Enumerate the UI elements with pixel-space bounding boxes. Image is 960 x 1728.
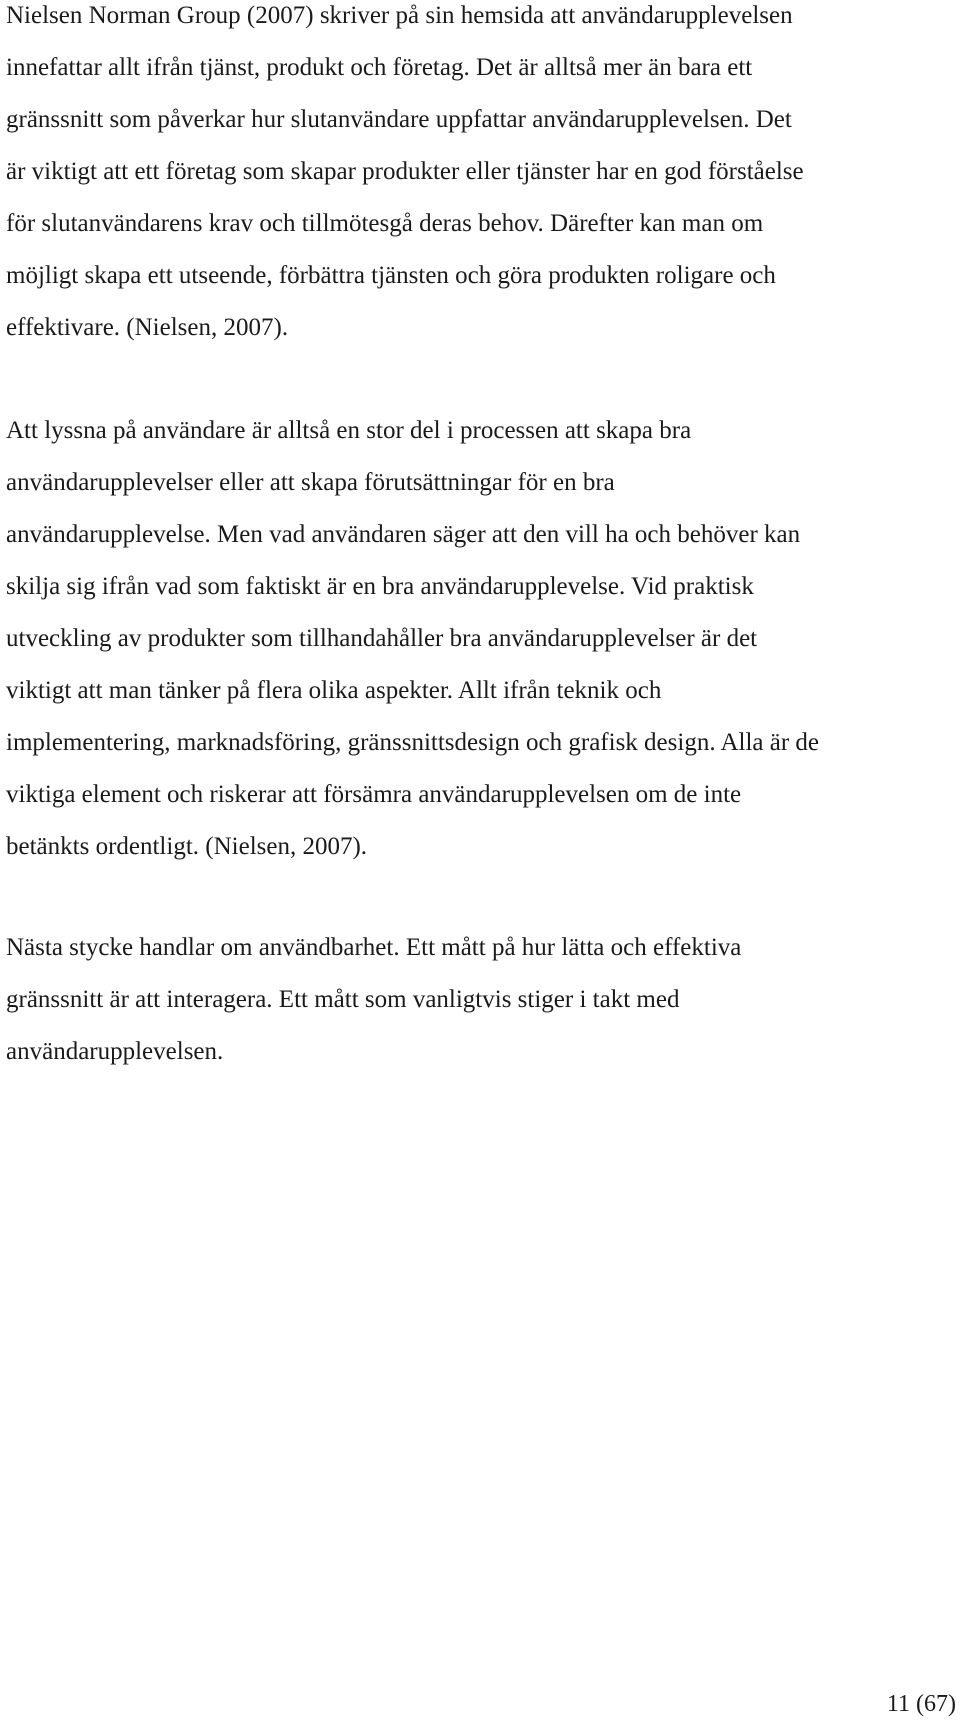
text-line: Att lyssna på användare är alltså en stor del i processen att skapa bra: [6, 417, 692, 444]
text-line: skilja sig ifrån vad som faktiskt är en bra användarupplevelse. Vid praktisk: [6, 573, 754, 600]
paragraph-next-section-usability: [6, 922, 741, 1078]
paragraph-user-experience-definition: [6, 0, 804, 354]
text-line: effektivare. (Nielsen, 2007).: [6, 314, 289, 341]
text-line: viktiga element och riskerar att försämra användarupplevelsen om de inte: [6, 781, 742, 808]
page-number: 11 (67): [886, 1691, 956, 1717]
text-line: för slutanvändarens krav och tillmötesgå deras behov. Därefter kan man om: [6, 210, 764, 237]
text-line: är viktigt att ett företag som skapar produkter eller tjänster har en god förståelse: [6, 158, 804, 185]
text-line: Nästa stycke handlar om användbarhet. Ett mått på hur lätta och effektiva: [6, 934, 742, 961]
text-line: implementering, marknadsföring, gränssnittsdesign och grafisk design. Alla är de: [6, 729, 820, 756]
text-line: innefattar allt ifrån tjänst, produkt och företag. Det är alltså mer än bara ett: [6, 54, 753, 81]
text-line: möjligt skapa ett utseende, förbättra tjänsten och göra produkten roligare och: [6, 262, 776, 289]
text-line: användarupplevelsen.: [6, 1038, 224, 1065]
text-line: utveckling av produkter som tillhandahåller bra användarupplevelser är det: [6, 625, 758, 652]
text-line: Nielsen Norman Group (2007) skriver på sin hemsida att användarupplevelsen: [6, 2, 793, 29]
text-line: gränssnitt är att interagera. Ett mått som vanligtvis stiger i takt med: [6, 986, 680, 1013]
text-line: betänkts ordentligt. (Nielsen, 2007).: [6, 833, 368, 860]
text-line: användarupplevelse. Men vad användaren säger att den vill ha och behöver kan: [6, 521, 801, 548]
text-line: gränssnitt som påverkar hur slutanvändare uppfattar användarupplevelsen. Det: [6, 106, 792, 133]
paragraph-listening-to-users: [6, 405, 819, 873]
text-line: användarupplevelser eller att skapa förutsättningar för en bra: [6, 469, 615, 496]
text-line: viktigt att man tänker på flera olika aspekter. Allt ifrån teknik och: [6, 677, 662, 704]
